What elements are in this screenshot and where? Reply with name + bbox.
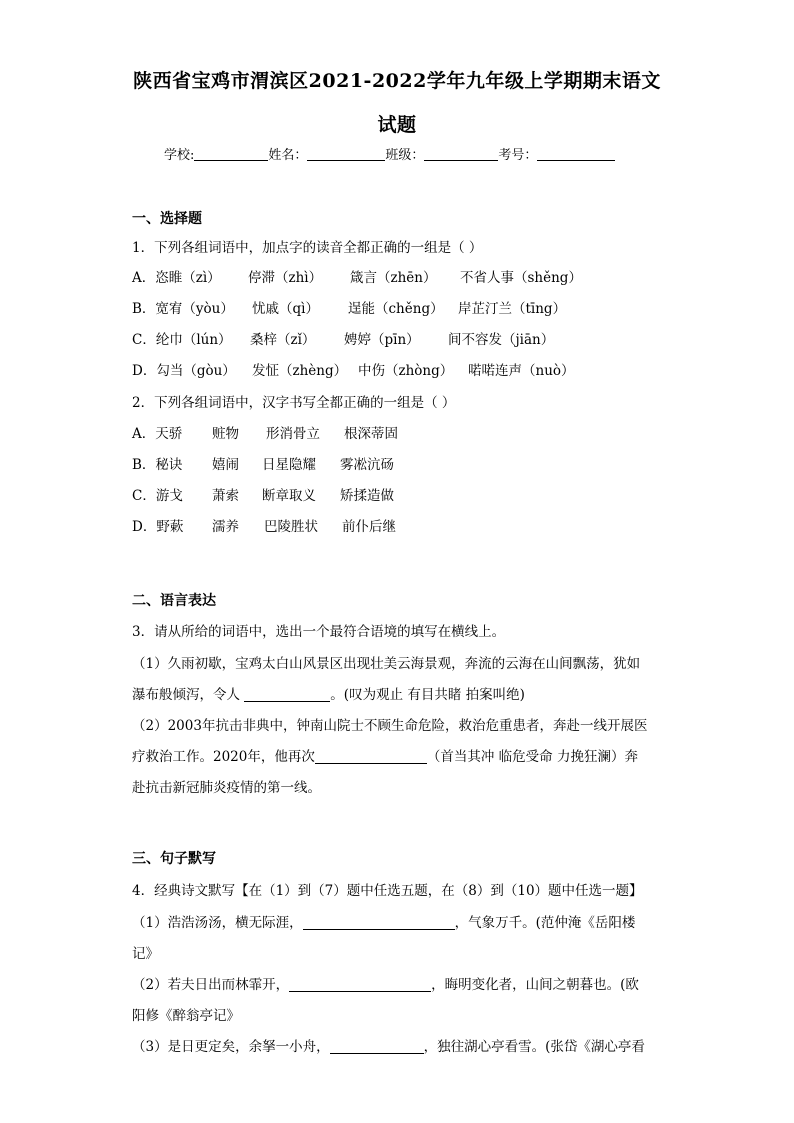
question-4-part3-line1: （3）是日更定矣，余拏一小舟， ，独往湖心亭看雪。(张岱《湖心亭看 — [132, 1039, 645, 1055]
question-3-part2-line3: 赴抗击新冠肺炎疫情的第一线。 — [132, 780, 321, 796]
question-4-stem: 4．经典诗文默写【在（1）到（7）题中任选五题，在（8）到（10）题中任选一题】 — [132, 883, 643, 899]
question-2-option-d: D．野蔌 濡养 巴陵胜状 前仆后继 — [132, 519, 396, 535]
number-blank[interactable] — [537, 147, 615, 161]
answer-blank[interactable] — [330, 1039, 424, 1054]
section-heading-expression: 二、语言表达 — [132, 593, 216, 609]
question-1-option-a: A．恣睢（zì） 停滞（zhì） 箴言（zhēn） 不省人事（shěng） — [132, 270, 582, 286]
number-label: 考号： — [498, 148, 538, 163]
question-3-part2-line1: （2）2003年抗击非典中，钟南山院士不顾生命危险，救治危重患者，奔赴一线开展医 — [132, 718, 648, 734]
question-4-part1-line1: （1）浩浩汤汤，横无际涯， ，气象万千。(范仲淹《岳阳楼 — [132, 915, 636, 931]
name-blank[interactable] — [307, 147, 385, 161]
question-4-part1-line2: 记》 — [132, 946, 159, 962]
section-heading-recitation: 三、句子默写 — [132, 851, 216, 867]
question-3-part1-line1: （1）久雨初歇，宝鸡太白山风景区出现壮美云海景观，奔流的云海在山间飘荡，犹如 — [132, 656, 641, 672]
question-3-part1-line2: 瀑布般倾泻，令人 。(叹为观止 有目共睹 拍案叫绝) — [132, 687, 525, 703]
question-1-option-b: B．宽宥（yòu） 忧戚（qì） 逞能（chěng） 岸芷汀兰（tīng） — [132, 301, 567, 317]
question-2-stem: 2．下列各组词语中，汉字书写全都正确的一组是（ ） — [132, 395, 456, 411]
student-info-row — [164, 144, 615, 163]
class-label: 班级： — [385, 148, 425, 163]
answer-blank[interactable] — [289, 977, 431, 992]
school-label: 学校: — [164, 148, 195, 163]
answer-blank[interactable] — [244, 687, 330, 702]
answer-blank[interactable] — [315, 749, 427, 764]
section-heading-choice: 一、选择题 — [132, 211, 202, 227]
name-label: 姓名： — [268, 148, 308, 163]
question-4-part2-line2: 阳修《醉翁亭记》 — [132, 1008, 240, 1024]
question-4-part2-line1: （2）若夫日出而林霏开， ，晦明变化者，山间之朝暮也。(欧 — [132, 977, 639, 993]
question-2-option-c: C．游戈 萧索 断章取义 矫揉造做 — [132, 488, 394, 504]
exam-title-line1: 陕西省宝鸡市渭滨区2021-2022学年九年级上学期期末语文 — [133, 70, 661, 92]
question-3-part2-line2: 疗救治工作。2020年，他再次 （首当其冲 临危受命 力挽狂澜）奔 — [132, 749, 638, 765]
question-3-stem: 3．请从所给的词语中，选出一个最符合语境的填写在横线上。 — [132, 624, 506, 640]
question-1-stem: 1．下列各组词语中，加点字的读音全都正确的一组是（ ） — [132, 240, 483, 256]
question-1-option-c: C．纶巾（lún） 桑梓（zǐ） 娉婷（pīn） 间不容发（jiān） — [132, 332, 555, 348]
question-1-option-d: D．勾当（gòu） 发怔（zhèng） 中伤（zhòng） 喏喏连声（nuò） — [132, 363, 575, 379]
school-blank[interactable] — [194, 147, 268, 161]
question-2-option-a: A．天骄 赃物 形消骨立 根深蒂固 — [132, 426, 398, 442]
question-2-option-b: B．秘诀 嬉闹 日星隐耀 雾凇沆砀 — [132, 457, 394, 473]
exam-title-line2: 试题 — [377, 114, 417, 136]
class-blank[interactable] — [424, 147, 498, 161]
answer-blank[interactable] — [303, 915, 455, 930]
